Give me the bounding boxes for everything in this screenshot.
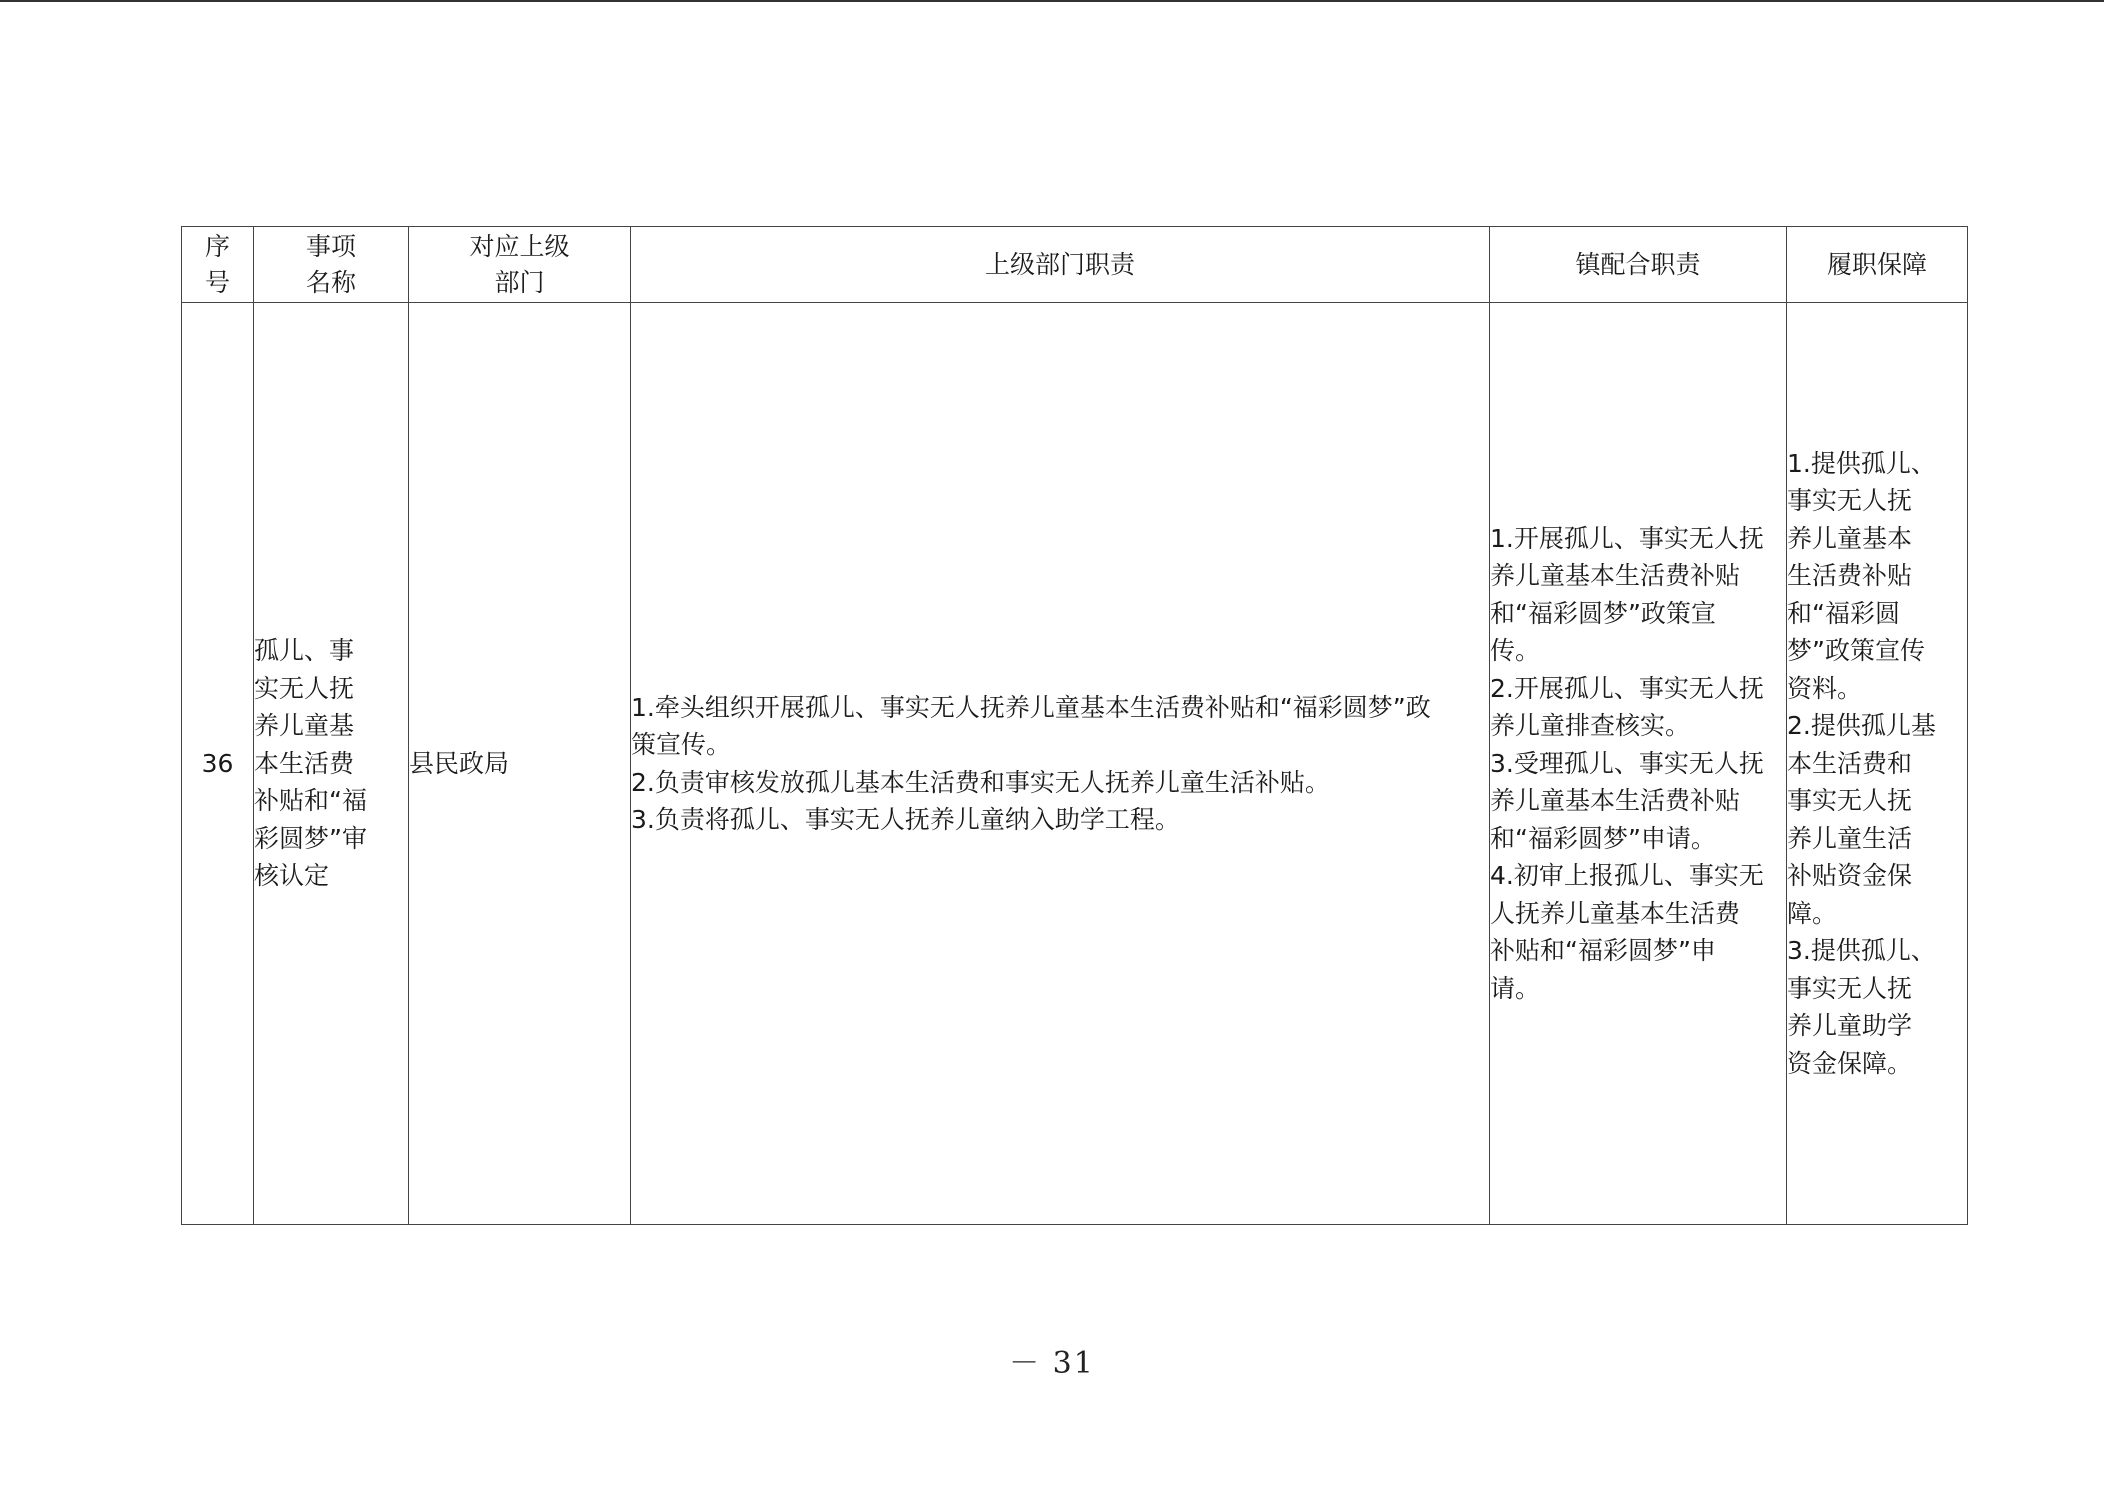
page-top-border [0, 0, 2104, 2]
cell-upper-department: 县民政局 [409, 303, 631, 1225]
guarantee-line: 养儿童助学 [1787, 1011, 1913, 1041]
guarantee-line: 资金保障。 [1787, 1048, 1913, 1078]
town-duty-line: 4.初审上报孤儿、事实无 [1490, 861, 1764, 891]
guarantee-line: 补贴资金保 [1787, 861, 1913, 891]
town-duty-line: 和“福彩圆梦”申请。 [1490, 823, 1716, 853]
guarantee-line: 障。 [1787, 898, 1838, 928]
guarantee-line: 梦”政策宣传 [1787, 636, 1925, 666]
town-duty-line: 和“福彩圆梦”政策宣 [1490, 598, 1716, 628]
guarantee-line: 本生活费和 [1787, 748, 1913, 778]
town-duty-line: 人抚养儿童基本生活费 [1490, 898, 1741, 928]
town-duty-line: 请。 [1490, 973, 1541, 1003]
guarantee-line: 事实无人抚 [1787, 786, 1913, 816]
town-duty-line: 传。 [1490, 636, 1541, 666]
table-row [182, 303, 1968, 1225]
header-upper-department: 对应上级 部门 [409, 227, 631, 303]
guarantee-line: 1.提供孤儿、 [1787, 448, 1936, 478]
page-number: － 31 [1009, 1346, 1095, 1381]
guarantee-line: 生活费补贴 [1787, 561, 1913, 591]
town-duty-line: 补贴和“福彩圆梦”申 [1490, 936, 1716, 966]
guarantee-line: 2.提供孤儿基 [1787, 711, 1936, 741]
header-item-name: 事项 名称 [254, 227, 409, 303]
guarantee-line: 养儿童生活 [1787, 823, 1913, 853]
town-duty-line: 养儿童基本生活费补贴 [1490, 561, 1741, 591]
table-header-row [182, 227, 1968, 303]
guarantee-line: 事实无人抚 [1787, 486, 1913, 516]
cell-town-duty [1490, 303, 1787, 1225]
town-duty-line: 养儿童排查核实。 [1490, 711, 1691, 741]
cell-guarantee [1787, 303, 1968, 1225]
town-duty-line: 3.受理孤儿、事实无人抚 [1490, 748, 1764, 778]
guarantee-line: 养儿童基本 [1787, 523, 1913, 553]
guarantee-line: 和“福彩圆 [1787, 598, 1900, 628]
upper-duty-line: 策宣传。 [631, 730, 732, 759]
town-duty-line: 2.开展孤儿、事实无人抚 [1490, 673, 1764, 703]
guarantee-line: 事实无人抚 [1787, 973, 1913, 1003]
header-guarantee: 履职保障 [1787, 227, 1968, 303]
cell-upper-duty [631, 303, 1490, 1225]
header-town-duty: 镇配合职责 [1490, 227, 1787, 303]
upper-duty-line: 3.负责将孤儿、事实无人抚养儿童纳入助学工程。 [631, 805, 1180, 834]
cell-item-name: 孤儿、事 实无人抚 养儿童基 本生活费 补贴和“福 彩圆梦”审 核认定 [254, 303, 409, 1225]
cell-seq: 36 [182, 303, 254, 1225]
upper-duty-line: 1.牵头组织开展孤儿、事实无人抚养儿童基本生活费补贴和“福彩圆梦”政 [631, 692, 1431, 722]
duty-table [181, 226, 1968, 1225]
guarantee-line: 资料。 [1787, 673, 1863, 703]
header-upper-duty: 上级部门职责 [631, 227, 1490, 303]
guarantee-line: 3.提供孤儿、 [1787, 936, 1936, 966]
town-duty-line: 养儿童基本生活费补贴 [1490, 786, 1741, 816]
header-seq: 序 号 [182, 227, 254, 303]
town-duty-line: 1.开展孤儿、事实无人抚 [1490, 523, 1764, 553]
upper-duty-line: 2.负责审核发放孤儿基本生活费和事实无人抚养儿童生活补贴。 [631, 767, 1330, 797]
